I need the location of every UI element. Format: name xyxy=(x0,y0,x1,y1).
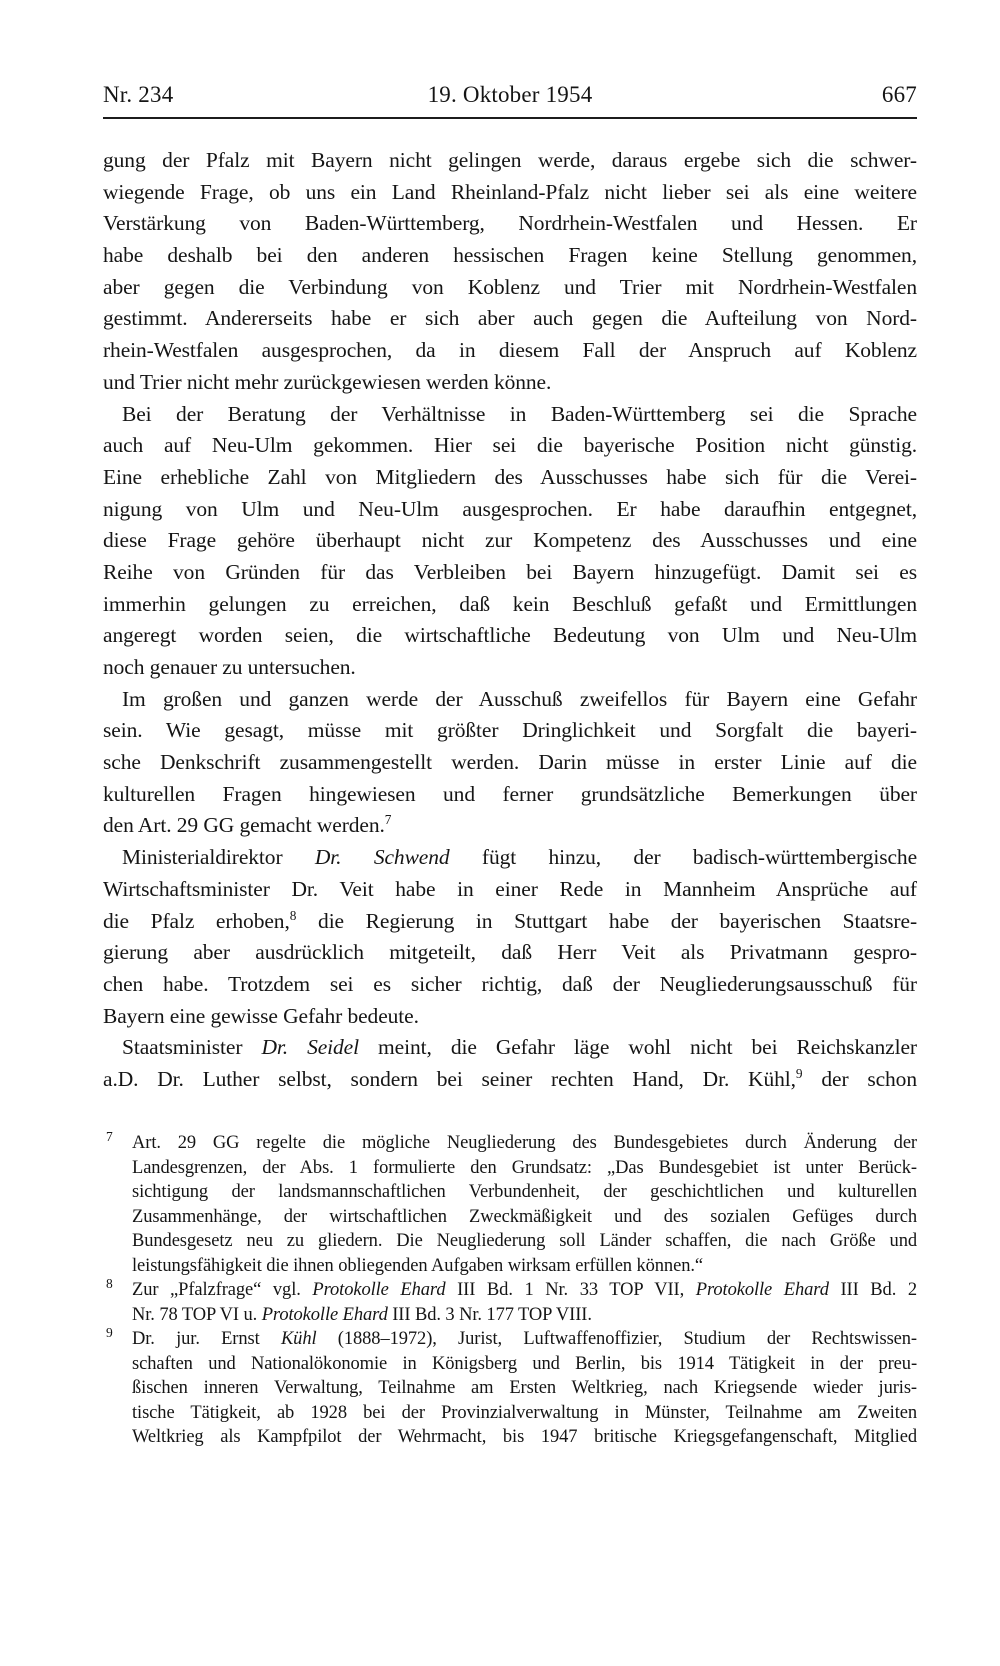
text-segment: der schon xyxy=(802,1066,917,1091)
text-segment: sichtigung der landsmannschaftlichen Verbundenheit, der geschichtlichen und kulturellen xyxy=(132,1182,917,1202)
text-segment: III Bd. 1 Nr. 33 TOP VII, xyxy=(445,1280,696,1300)
footnote xyxy=(103,1327,917,1450)
text-segment: den Art. 29 GG gemacht werden. xyxy=(103,813,385,838)
text-line xyxy=(103,589,917,621)
text-line xyxy=(132,1278,917,1303)
text-line xyxy=(103,177,917,209)
paragraph xyxy=(103,1032,917,1095)
text-segment: sein. Wie gesagt, müsse mit größter Dringlichkeit und Sorgfalt die bayeri- xyxy=(103,718,917,743)
text-segment: ßischen inneren Verwaltung, Teilnahme am Ersten Weltkrieg, nach Kriegsende wieder juris- xyxy=(132,1378,917,1398)
text-line xyxy=(103,842,917,874)
text-line xyxy=(103,303,917,335)
text-segment: Bayern eine gewisse Gefahr bedeute. xyxy=(103,1003,419,1028)
footnote-number: 8 xyxy=(106,1276,113,1291)
text-segment: gung der Pfalz mit Bayern nicht gelingen werde, daraus ergebe sich die schwer- xyxy=(103,148,917,172)
text-line xyxy=(103,430,917,462)
text-line xyxy=(103,652,917,684)
text-segment: Landesgrenzen, der Abs. 1 formulierte den Grundsatz: „Das Bundesgebiet ist unter Berück- xyxy=(132,1157,917,1178)
text-segment: Bei der Beratung der Verhältnisse in Baden-Württemberg sei die Sprache xyxy=(122,401,917,426)
text-segment: Zusammenhänge, der wirtschaftlichen Zweckmäßigkeit und des sozialen Gefüges durch xyxy=(132,1206,917,1227)
text-line xyxy=(132,1303,917,1328)
text-line xyxy=(132,1425,917,1450)
footnote-reference: 9 xyxy=(795,1065,803,1081)
text-segment: Nr. 78 TOP VI u. xyxy=(132,1304,262,1325)
text-line xyxy=(132,1401,917,1426)
text-segment: a.D. Dr. Luther selbst, sondern bei seiner rechten Hand, Dr. Kühl, xyxy=(103,1066,796,1091)
text-line xyxy=(103,525,917,557)
text-segment: Kühl xyxy=(280,1329,317,1349)
text-line xyxy=(103,335,917,367)
text-line xyxy=(103,715,917,747)
text-segment: III Bd. 3 Nr. 177 TOP VIII. xyxy=(387,1304,592,1325)
header-date: 19. Oktober 1954 xyxy=(427,82,593,107)
footnotes-block xyxy=(103,1131,917,1450)
text-segment: schaften und Nationalökonomie in Königsberg und Berlin, bis 1914 Tätigkeit in der preu- xyxy=(132,1353,917,1374)
text-segment: tische Tätigkeit, ab 1928 bei der Provinzialverwaltung in Münster, Teilnahme am Zweiten xyxy=(132,1402,917,1423)
text-segment: Dr. Schwend xyxy=(314,845,450,870)
header-page-number: 667 xyxy=(881,82,917,107)
text-segment: chen habe. Trotzdem sei es sicher richtig, daß der Neugliederungsausschuß für xyxy=(103,971,917,996)
text-segment: auch auf Neu-Ulm gekommen. Hier sei die bayerische Position nicht günstig. xyxy=(103,433,917,458)
text-line xyxy=(103,1064,917,1096)
text-segment: sche Denkschrift zusammengestellt werden. Darin müsse in erster Linie auf die xyxy=(103,750,917,775)
text-segment: diese Frage gehöre überhaupt nicht zur Kompetenz des Ausschusses und eine xyxy=(103,528,917,553)
footnote-text xyxy=(132,1327,917,1450)
text-line xyxy=(103,684,917,716)
text-line xyxy=(103,208,917,240)
footnote xyxy=(103,1131,917,1278)
text-segment: (1888–1972), Jurist, Luftwaffenoffizier, Studium der Rechtswissen- xyxy=(316,1329,917,1349)
text-line xyxy=(132,1156,917,1181)
text-segment: noch genauer zu untersuchen. xyxy=(103,655,356,679)
text-line xyxy=(132,1180,917,1205)
text-segment: Art. 29 GG regelte die mögliche Neugliederung des Bundesgebietes durch Änderung der xyxy=(132,1133,917,1153)
text-line xyxy=(103,494,917,526)
text-segment: fügt hinzu, der badisch-württembergische xyxy=(449,845,917,870)
text-segment: rhein-Westfalen ausgesprochen, da in diesem Fall der Anspruch auf Koblenz xyxy=(103,338,917,363)
text-segment: Protokolle Ehard xyxy=(695,1280,829,1300)
text-segment: Dr. jur. Ernst xyxy=(132,1329,281,1349)
footnote-reference: 8 xyxy=(289,907,297,923)
footnote-number: 9 xyxy=(106,1325,113,1340)
text-segment: meint, die Gefahr läge wohl nicht bei Reichskanzler xyxy=(359,1035,917,1060)
text-segment: Reihe von Gründen für das Verbleiben bei Bayern hinzugefügt. Damit sei es xyxy=(103,559,917,584)
text-segment: und Trier nicht mehr zurückgewiesen werden könne. xyxy=(103,369,552,394)
text-segment: III Bd. 2 xyxy=(828,1280,917,1300)
paragraph xyxy=(103,145,917,399)
text-segment: immerhin gelungen zu erreichen, daß kein Beschluß gefaßt und Ermittlungen xyxy=(103,591,917,616)
text-segment: Protokolle Ehard xyxy=(261,1304,388,1325)
text-line xyxy=(103,620,917,652)
text-segment: Bundesgesetz neu zu gliedern. Die Neugliederung soll Länder schaffen, die nach Größe und xyxy=(132,1231,917,1251)
text-segment: nigung von Ulm und Neu-Ulm ausgesprochen. Er habe daraufhin entgegnet, xyxy=(103,496,917,521)
page-header xyxy=(103,82,917,108)
text-segment: Ministerialdirektor xyxy=(122,845,315,870)
footnote xyxy=(103,1278,917,1327)
text-segment: leistungsfähigkeit die ihnen obliegenden Aufgaben wirksam erfüllen können.“ xyxy=(132,1255,703,1276)
text-line xyxy=(132,1254,917,1279)
text-segment: Eine erhebliche Zahl von Mitgliedern des Ausschusses habe sich für die Verei- xyxy=(103,464,917,489)
text-segment: Verstärkung von Baden-Württemberg, Nordrhein-Westfalen und Hessen. Er xyxy=(103,211,917,236)
text-line xyxy=(132,1352,917,1377)
text-line xyxy=(103,462,917,494)
text-line xyxy=(132,1376,917,1401)
header-document-number: Nr. 234 xyxy=(103,82,174,107)
text-segment: habe deshalb bei den anderen hessischen Fragen keine Stellung genommen, xyxy=(103,243,917,268)
footnote-reference: 7 xyxy=(384,812,392,828)
text-segment: Im großen und ganzen werde der Ausschuß zweifellos für Bayern eine Gefahr xyxy=(122,686,917,711)
text-segment: gestimmt. Andererseits habe er sich aber auch gegen die Aufteilung von Nord- xyxy=(103,306,917,331)
text-line xyxy=(103,399,917,431)
text-segment: die Pfalz erhoben, xyxy=(103,908,290,933)
text-line xyxy=(103,747,917,779)
text-segment: gierung aber ausdrücklich mitgeteilt, daß Herr Veit als Privatmann gespro- xyxy=(103,940,917,965)
text-line xyxy=(132,1327,917,1352)
text-line xyxy=(132,1205,917,1230)
text-line xyxy=(103,145,917,177)
text-line xyxy=(132,1131,917,1156)
text-line xyxy=(103,906,917,938)
text-line xyxy=(103,1001,917,1033)
text-line xyxy=(103,367,917,399)
text-segment: angeregt worden seien, die wirtschaftliche Bedeutung von Ulm und Neu-Ulm xyxy=(103,623,917,648)
text-segment: kulturellen Fragen hingewiesen und ferner grundsätzliche Bemerkungen über xyxy=(103,781,917,806)
body-text xyxy=(103,145,917,1096)
text-line xyxy=(103,937,917,969)
text-line xyxy=(103,557,917,589)
text-segment: Weltkrieg als Kampfpilot der Wehrmacht, bis 1947 britische Kriegsgefangenschaft, Mitglied xyxy=(132,1427,917,1447)
text-line xyxy=(132,1229,917,1254)
text-segment: Zur „Pfalzfrage“ vgl. xyxy=(132,1280,313,1300)
text-line xyxy=(103,779,917,811)
text-segment: aber gegen die Verbindung von Koblenz und Trier mit Nordrhein-Westfalen xyxy=(103,274,917,299)
header-rule xyxy=(103,117,917,119)
text-segment: Protokolle Ehard xyxy=(312,1280,446,1300)
footnote-text xyxy=(132,1131,917,1278)
text-segment: Dr. Seidel xyxy=(261,1035,360,1060)
text-line xyxy=(103,969,917,1001)
text-line xyxy=(103,874,917,906)
text-line xyxy=(103,810,917,842)
text-line xyxy=(103,272,917,304)
footnote-number: 7 xyxy=(106,1129,113,1144)
paragraph xyxy=(103,684,917,842)
text-line xyxy=(103,1032,917,1064)
text-segment: Wirtschaftsminister Dr. Veit habe in einer Rede in Mannheim Ansprüche auf xyxy=(103,876,917,901)
text-segment: wiegende Frage, ob uns ein Land Rheinland-Pfalz nicht lieber sei als eine weitere xyxy=(103,179,917,204)
text-segment: Staatsminister xyxy=(122,1035,262,1060)
footnote-text xyxy=(132,1278,917,1327)
text-line xyxy=(103,240,917,272)
paragraph xyxy=(103,399,917,684)
paragraph xyxy=(103,842,917,1032)
text-segment: die Regierung in Stuttgart habe der bayerischen Staatsre- xyxy=(296,908,917,933)
